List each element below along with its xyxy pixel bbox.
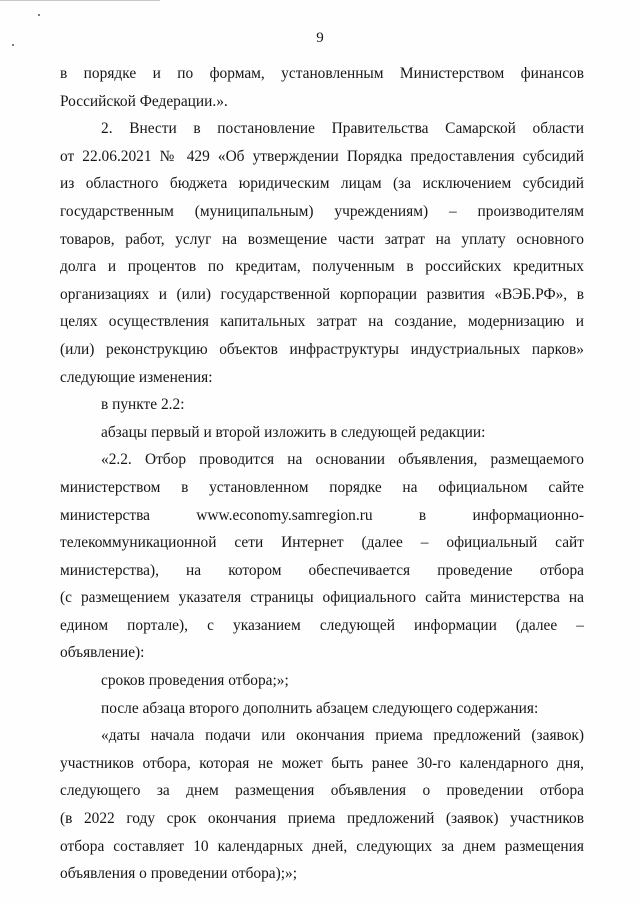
text-line: объявление): [60,644,145,662]
text-line: 2. Внести в постановление Правительства Самарской области [101,120,584,138]
text-line: отбора составляет 10 календарных дней, следующих за днем размещения [60,837,584,855]
page-number: 9 [316,30,324,46]
text-line: в порядке и по формам, установленным Министерством финансов [60,65,584,82]
text-line: телекоммуникационной сети Интернет (далее – официальный сайт [60,534,584,552]
text-line: в пункте 2.2: [101,396,185,414]
text-line: сроков проведения отбора;»; [101,672,289,690]
text-line: (в 2022 году срок окончания приема предложений (заявок) участников [60,810,584,828]
document-body [60,60,584,888]
scan-top-rule [0,0,160,1]
text-line: следующего за днем размещения объявления о проведении отбора [60,782,584,800]
text-line: Российской Федерации.». [60,92,228,110]
scan-speck [38,14,40,16]
text-line: товаров, работ, услуг на возмещение части затрат на уплату основного [60,230,584,248]
text-line: министерства), на котором обеспечивается проведение отбора [60,561,584,579]
text-line: следующие изменения: [60,368,213,386]
text-line: (или) реконструкцию объектов инфраструктуры индустриальных парков» [60,340,584,358]
text-line: абзацы первый и второй изложить в следующей редакции: [101,423,486,441]
text-line: целях осуществления капитальных затрат на создание, модернизацию и [60,313,584,331]
text-line: долга и процентов по кредитам, полученным в российских кредитных [60,258,584,276]
text-line: из областного бюджета юридическим лицам (за исключением субсидий [60,175,584,193]
text-line: министерством в установленном порядке на официальном сайте [60,478,584,496]
text-line: участников отбора, которая не может быть ранее 30-го календарного дня, [60,754,584,772]
text-line: государственным (муниципальным) учреждениям) – производителям [60,202,584,220]
text-line: объявления о проведении отбора);»; [60,865,297,883]
text-line: от 22.06.2021 № 429 «Об утверждении Порядка предоставления субсидий [60,147,584,165]
text-line: «2.2. Отбор проводится на основании объявления, размещаемого [101,451,584,469]
text-line: министерства www.economy.samregion.ru в информационно- [60,506,584,524]
text-line: едином портале), с указанием следующей информации (далее – [60,616,584,634]
text-line: (с размещением указателя страницы официального сайта министерства на [60,589,584,607]
text-line: после абзаца второго дополнить абзацем следующего содержания: [101,699,539,717]
text-line: «даты начала подачи или окончания приема предложений (заявок) [101,727,584,745]
text-line: организациях и (или) государственной корпорации развития «ВЭБ.РФ», в [60,285,584,303]
